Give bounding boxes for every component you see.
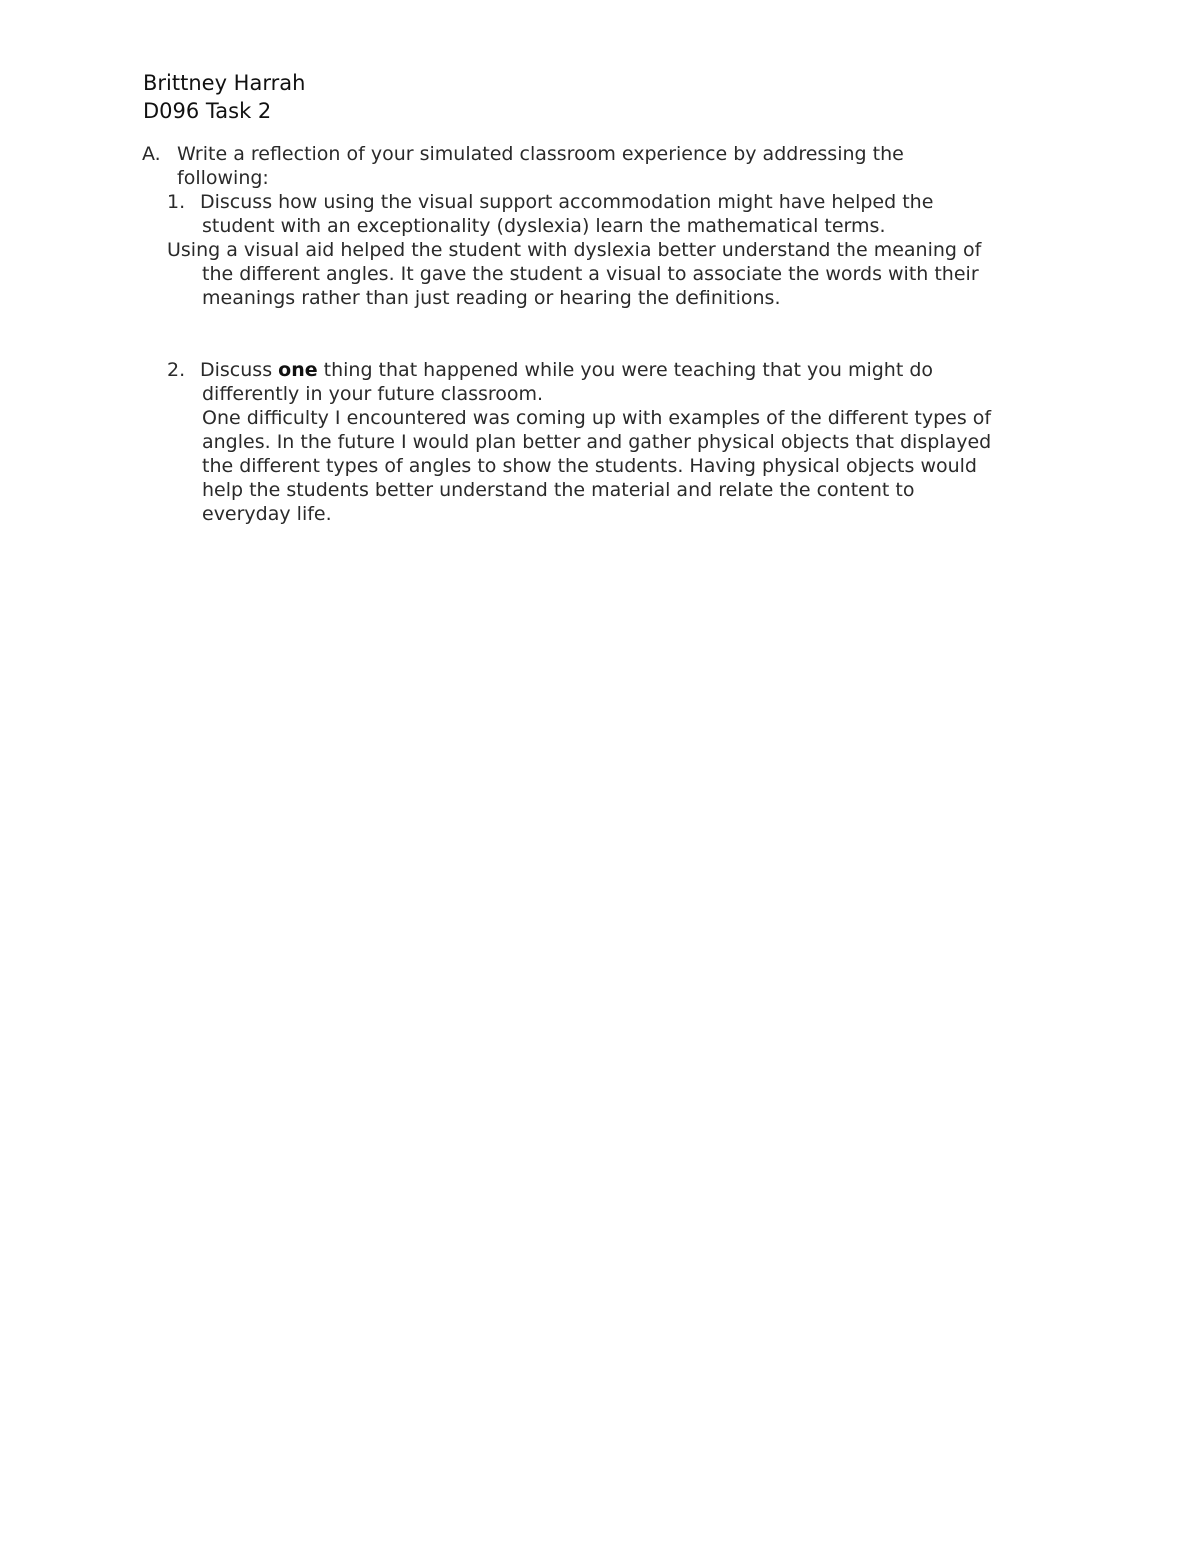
author-name: Brittney Harrah <box>143 71 306 95</box>
item-1-answer-line: Using a visual aid helped the student with dyslexia better understand the meaning of <box>167 239 982 261</box>
item-1-marker: 1. <box>167 191 186 213</box>
item-1-question-line: Discuss how using the visual support accommodation might have helped the <box>200 191 934 213</box>
item-2-answer-line: help the students better understand the material and relate the content to <box>202 479 915 501</box>
item-2-question-line <box>200 358 933 382</box>
item-1-answer-line: meanings rather than just reading or hearing the definitions. <box>202 287 781 309</box>
task-title: D096 Task 2 <box>143 99 272 123</box>
item-2-question-post: thing that happened while you were teaching that you might do <box>317 359 934 381</box>
item-1-question-line: student with an exceptionality (dyslexia) learn the mathematical terms. <box>202 215 886 237</box>
item-2-answer-line: One difficulty I encountered was coming up with examples of the different types of <box>202 407 992 429</box>
item-2-answer-line: the different types of angles to show the students. Having physical objects would <box>202 455 977 477</box>
item-2-question-pre: Discuss <box>200 359 279 381</box>
section-a-prompt-line: Write a reflection of your simulated classroom experience by addressing the <box>177 143 904 165</box>
section-a-marker: A. <box>142 143 161 165</box>
item-2-question-line: differently in your future classroom. <box>202 383 544 405</box>
item-1-answer-line: the different angles. It gave the student a visual to associate the words with their <box>202 263 979 285</box>
item-2-question-bold: one <box>278 359 318 381</box>
item-2-marker: 2. <box>167 359 186 381</box>
section-a-prompt-line: following: <box>177 167 269 189</box>
item-2-answer-line: everyday life. <box>202 503 332 525</box>
item-2-answer-line: angles. In the future I would plan better and gather physical objects that displayed <box>202 431 992 453</box>
